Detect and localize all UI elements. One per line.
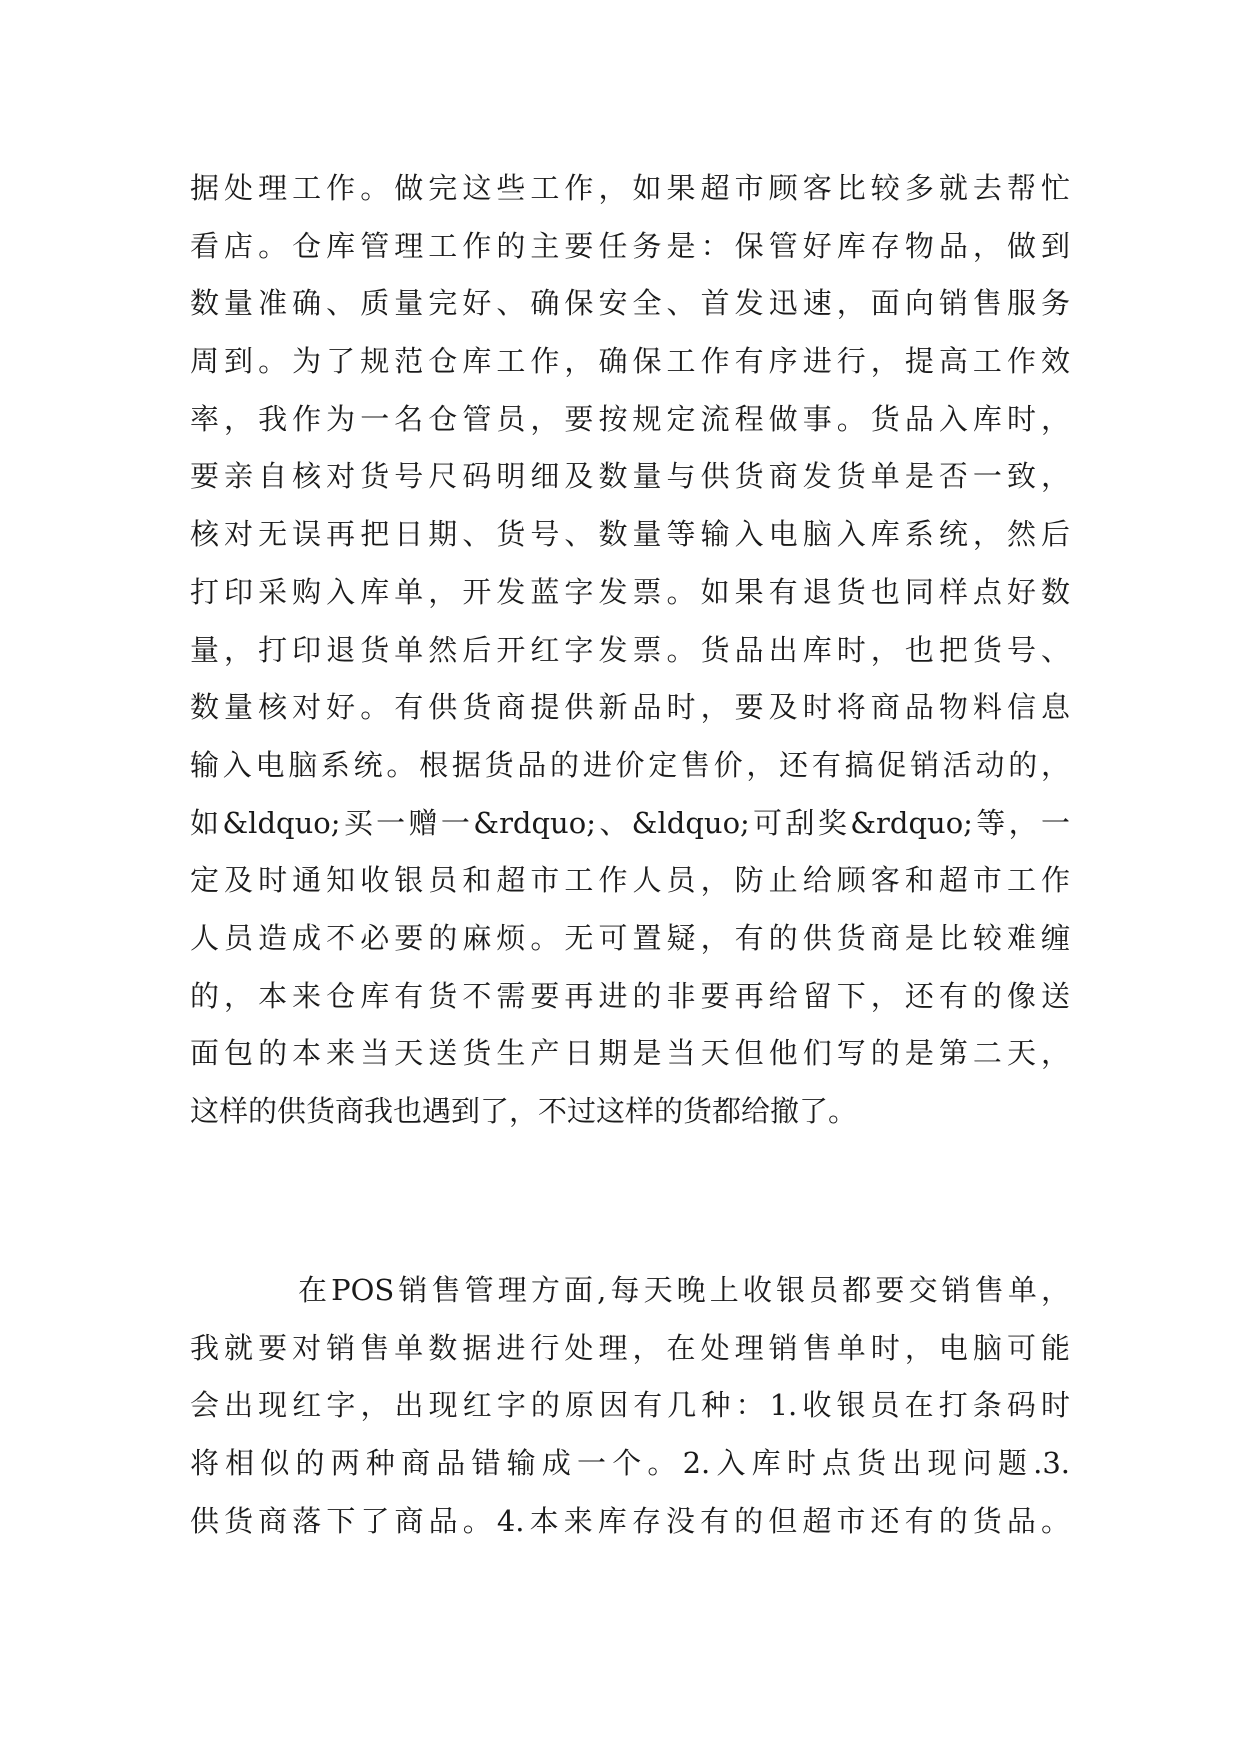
text-line: 据处理工作。做完这些工作，如果超市顾客比较多就去帮忙 xyxy=(190,171,1070,205)
text-line: 在POS销售管理方面,每天晚上收银员都要交销售单， xyxy=(298,1273,1070,1307)
text-line: 周到。为了规范仓库工作，确保工作有序进行，提高工作效 xyxy=(190,344,1070,379)
text-line: 这样的供货商我也遇到了，不过这样的货都给撤了。 xyxy=(190,1094,858,1128)
text-line: 量，打印退货单然后开红字发票。货品出库时，也把货号、 xyxy=(190,632,1070,667)
text-line: 将相似的两种商品错输成一个。2.入库时点货出现问题.3. xyxy=(190,1446,1070,1481)
text-line: 会出现红字，出现红字的原因有几种：1.收银员在打条码时 xyxy=(190,1388,1070,1423)
text-line: 数量核对好。有供货商提供新品时，要及时将商品物料信息 xyxy=(190,690,1070,725)
text-line: 面包的本来当天送货生产日期是当天但他们写的是第二天， xyxy=(190,1036,1070,1071)
text-line: 的，本来仓库有货不需要再进的非要再给留下，还有的像送 xyxy=(190,978,1070,1013)
text-line: 供货商落下了商品。4.本来库存没有的但超市还有的货品。 xyxy=(190,1503,1070,1538)
text-line: 率，我作为一名仓管员，要按规定流程做事。货品入库时， xyxy=(190,401,1070,436)
text-line: 定及时通知收银员和超市工作人员，防止给顾客和超市工作 xyxy=(190,863,1070,898)
text-line: 如&ldquo;买一赠一&rdquo;、&ldquo;可刮奖&rdquo;等，一 xyxy=(190,805,1070,840)
text-line: 要亲自核对货号尺码明细及数量与供货商发货单是否一致， xyxy=(190,459,1070,494)
text-line: 核对无误再把日期、货号、数量等输入电脑入库系统，然后 xyxy=(190,517,1070,552)
text-line: 打印采购入库单，开发蓝字发票。如果有退货也同样点好数 xyxy=(190,574,1070,609)
paragraph-warehouse-duties xyxy=(190,160,1070,1141)
text-line: 人员造成不必要的麻烦。无可置疑，有的供货商是比较难缠 xyxy=(190,920,1070,955)
text-line: 我就要对销售单数据进行处理，在处理销售单时，电脑可能 xyxy=(190,1330,1070,1365)
text-line: 看店。仓库管理工作的主要任务是：保管好库存物品，做到 xyxy=(190,228,1070,263)
text-line: 输入电脑系统。根据货品的进价定售价，还有搞促销活动的， xyxy=(190,747,1070,782)
text-line: 数量准确、质量完好、确保安全、首发迅速，面向销售服务 xyxy=(190,286,1070,321)
paragraph-pos-sales xyxy=(190,1262,1070,1550)
